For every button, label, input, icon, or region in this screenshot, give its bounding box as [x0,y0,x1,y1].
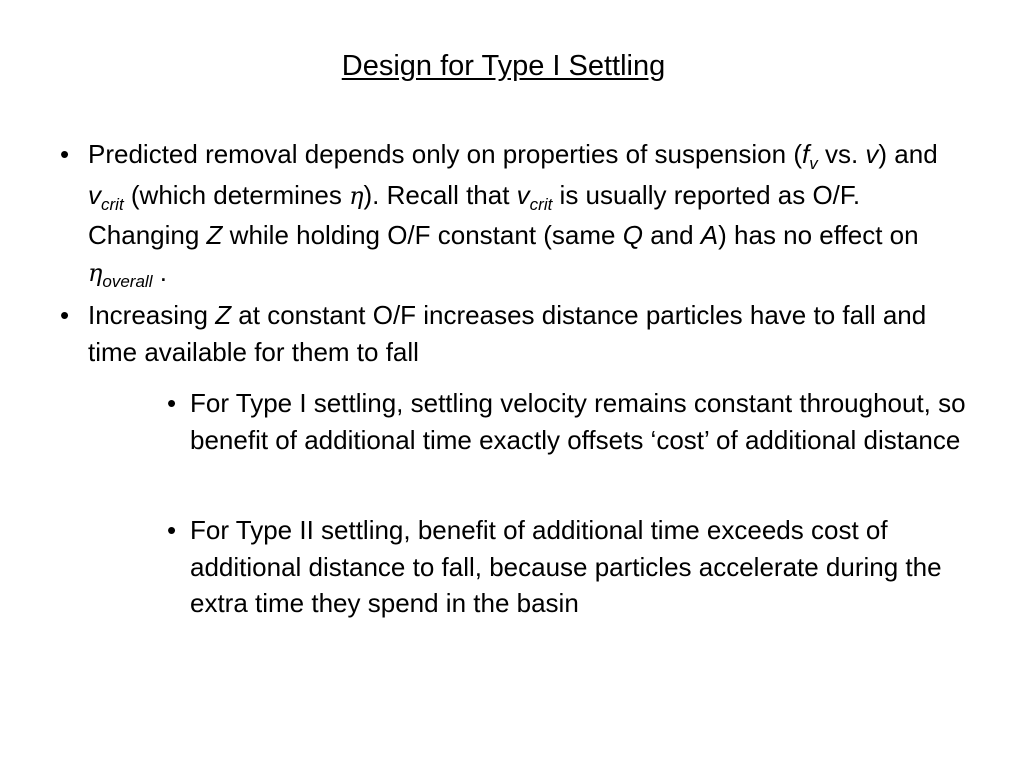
text-run: ). Recall that [363,179,517,210]
bullet-marker: • [167,515,177,545]
symbol-a: A [700,220,719,250]
text-run: Increasing [88,300,216,330]
symbol-f: f [801,139,810,169]
bullet-marker: • [60,300,70,330]
bullet-marker: • [60,139,70,169]
subscript-overall: overall [102,271,153,291]
subscript-crit: crit [101,194,124,214]
bullet-marker: • [167,388,177,418]
symbol-eta-overall: η [88,258,103,287]
subscript-v: v [809,154,818,173]
bullet-2-text [60,297,960,370]
text-run: while holding O/F constant (same [222,220,623,250]
slide-title: Design for Type I Settling [341,50,666,82]
bullet-1-text [60,136,960,294]
symbol-z: Z [206,220,223,250]
text-run: ) has no effect on [718,220,919,250]
text-run: (which determines [123,179,350,210]
text-run: . [152,256,167,287]
symbol-v-crit: v [516,179,530,210]
symbol-v-crit: v [88,179,101,210]
text-run: is usually reported as O/F. Changing [88,179,861,250]
text-run: vs. [817,139,866,169]
symbol-z: Z [215,300,232,330]
text-run: at constant O/F increases distance particles have to fall and time available for them to fall [88,300,927,367]
sub-bullet-2 [167,512,967,622]
sub-bullet-1-text: For Type I settling, settling velocity remains constant throughout, so benefit of additional time exactly offsets ‘cost’ of additional distance [190,388,966,455]
sub-bullet-2-text: For Type II settling, benefit of additional time exceeds cost of additional distance to fall, because particles accelerate during the extra time they spend in the basin [190,515,942,618]
symbol-v: v [865,139,879,169]
symbol-q: Q [622,220,643,250]
subscript-crit: crit [529,194,553,214]
text-run: Predicted removal depends only on properties of suspension ( [88,139,802,169]
text-run: ) and [878,139,938,169]
bullet-2 [60,297,960,370]
text-run: and [642,220,701,250]
bullet-1 [60,136,960,294]
symbol-eta: η [349,181,364,210]
sub-bullet-1 [167,385,967,458]
